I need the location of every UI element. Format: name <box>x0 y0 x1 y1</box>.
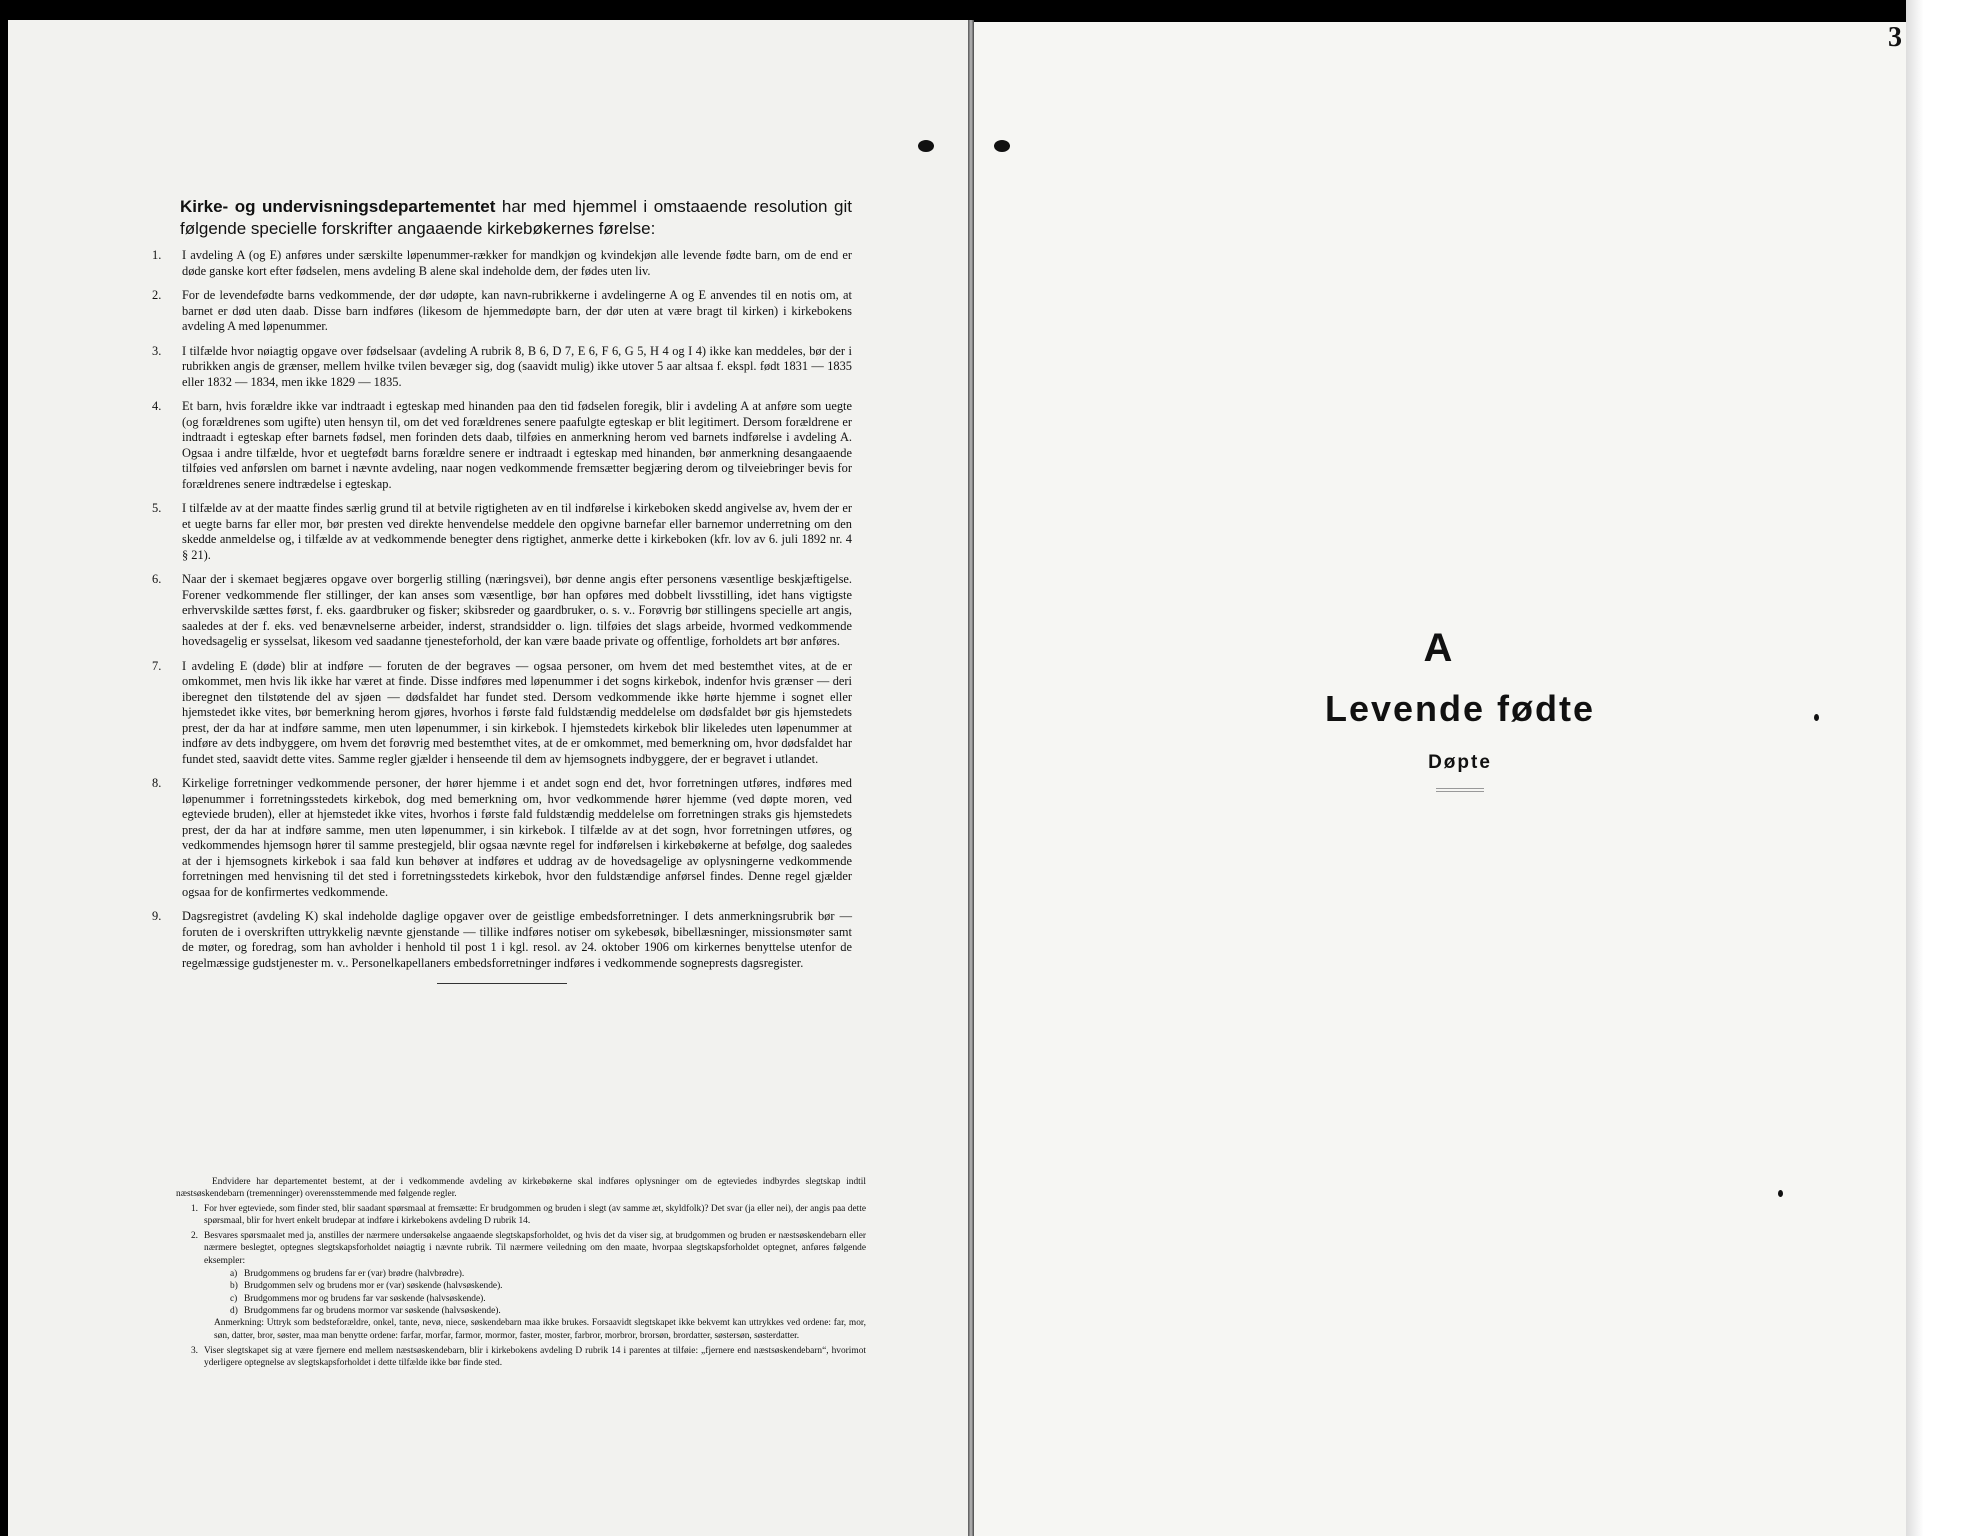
rule-item <box>152 776 852 900</box>
rule-item <box>152 344 852 391</box>
page-number: 3 <box>1888 22 1902 53</box>
kinship-intro: Endvidere har departementet bestemt, at der i vedkommende avdeling av kirkebøkerne skal indføres oplysninger om de egteviedes indbyrdes slegtskap indtil næstsøskendebarn (tremenninger) overensstemmende med følgende regler. <box>176 1177 866 1200</box>
notice-heading-rest: har med hjemmel i omstaaende resolution git følgende specielle forskrifter angaaende kirkebøkernes førelse: <box>180 197 852 238</box>
example-letter: d) <box>230 1305 238 1316</box>
rule-item <box>152 288 852 335</box>
rule-item <box>152 659 852 768</box>
example-text: Brudgommens og brudens far er (var) brødre (halvbrødre). <box>244 1269 465 1280</box>
rule-item <box>152 909 852 971</box>
rule-item <box>152 399 852 492</box>
rule-text: I tilfælde av at der maatte findes særlig grund til at betvile rigtigheten av en til indførelse i kirkeboken skedd angivelse av, hvem der er et uegte barns far eller mor, bør presten ved direkte henvendelse meddele den opgivne barnefar eller barnemor underretning om den skedde anmeldelse og, i tilfælde av at vedkommende benegter dens rigtighet, anmerke dette i kirkeboken (kfr. lov av 6. juli 1892 nr. 4 § 21). <box>182 501 852 562</box>
kinship-example <box>230 1293 866 1305</box>
kinship-rule-number: 1. <box>190 1203 198 1214</box>
example-text: Brudgommens far og brudens mormor var søskende (halvsøskende). <box>244 1305 501 1316</box>
rule-text: I avdeling A (og E) anføres under særskilte løpenummer-rækker for mandkjøn og kvindekjøn alle levende fødte barn, om de end er døde ganske kort efter fødselen, mens avdeling B alene skal indeholde dem, der fødes uten liv. <box>182 248 852 278</box>
rule-text: I tilfælde hvor nøiagtig opgave over fødselsaar (avdeling A rubrik 8, B 6, D 7, E 6, F 6, G 5, H 4 og I 4) ikke kan meddeles, bør der i rubrikken angis de grænser, mellem hvilke tvilen bevæger sig, dog (saavidt mulig) ikke utover 5 aar altsaa f. ekspl. født 1831 — 1835 eller 1832 — 1834, men ikke 1829 — 1835. <box>182 343 852 389</box>
rule-number: 5. <box>152 501 162 515</box>
kinship-example <box>230 1305 866 1317</box>
kinship-examples <box>230 1268 866 1317</box>
notice-heading-bold: Kirke- og undervisningsdepartementet <box>180 197 496 216</box>
rule-number: 3. <box>152 343 162 358</box>
rule-item <box>152 572 852 650</box>
kinship-regulations <box>176 1176 866 1372</box>
rule-item <box>152 248 852 279</box>
binding-hole-icon <box>994 140 1010 152</box>
rule-text: For de levendefødte barns vedkommende, der dør udøpte, kan navn-rubrikkerne i avdelingerne A og E anvendes til en notis om, at barnet er død uten daab. Disse barn indføres (likesom de hjemmedøpte barn, der dør uten at være bragt til kirken) i kirkebokens avdeling A med løpenummer. <box>182 288 852 333</box>
title-underline <box>1436 788 1484 792</box>
section-subtitle: Døpte <box>1428 752 1492 773</box>
kinship-rule-number: 3. <box>190 1345 198 1356</box>
section-letter: A <box>1423 626 1453 670</box>
rule-number: 7. <box>152 658 162 673</box>
regulations-notice <box>152 196 852 1006</box>
kinship-rule <box>176 1345 866 1370</box>
example-letter: b) <box>230 1281 238 1292</box>
rule-text: Et barn, hvis forældre ikke var indtraadt i egteskap med hinanden paa den tid fødselen foregik, blir i avdeling A at anføre som uegte (og forældrenes som ugifte) uten hensyn til, om det ved forældrenes senere paafulgte egteskap er blit legitimert. Dersom forældrene er indtraadt i egteskap efter barnets fødsel, men forinden dets daab, tilføies en anmerkning herom ved barnets indførelse i avdeling A. Ogsaa i andre tilfælde, hvor et uegtefødt barns forældre senere er indtraadt i egteskap med hinanden, bør anmerkning desangaaende tilføies ved anførslen om barnet i nævnte avdeling, naar nogen vedkommende fremsætter begjæring derom og tilveiebringer bevis for forældrenes senere indtrædelse i egteskap. <box>182 399 852 491</box>
example-letter: a) <box>230 1269 238 1280</box>
rule-text: Naar der i skemaet begjæres opgave over borgerlig stilling (næringsvei), bør denne angis efter personens væsentlige beskjæftigelse. Forener vedkommende fler stillinger, der kan anses som væsentlige, bør han opføres med dobbelt livsstilling, idet hans vigtigste erhvervskilde sættes først, f. eks. gaardbruker og fisker; skibsreder og gaardbruker, o. s. v.. Forøvrig bør stillingens specielle art angis, saaledes at der f. eks. ved benævnelserne arbeider, inderst, strandsidder o. lign. tilføies det slags arbeide, hvormed vedkommende hovedsagelig er sysselsat, likesom ved saadanne tjenesteforhold, der kan være baade private og offentlige, forholdets art bør anføres. <box>182 572 852 648</box>
kinship-rule <box>176 1230 866 1342</box>
rule-number: 6. <box>152 572 162 586</box>
kinship-example <box>230 1268 866 1280</box>
section-title: Levende fødte <box>1324 688 1596 729</box>
rule-number: 1. <box>152 248 162 262</box>
rule-number: 8. <box>152 776 162 790</box>
kinship-rule <box>176 1203 866 1228</box>
kinship-rule-number: 2. <box>190 1231 198 1242</box>
section-divider <box>437 983 567 984</box>
example-text: Brudgommens mor og brudens far var søskende (halvsøskende). <box>244 1293 486 1304</box>
rule-text: Kirkelige forretninger vedkommende personer, der hører hjemme i et andet sogn end det, hvor forretningen utføres, indføres med løpenummer i forretningsstedets kirkebok, dog med bemerkning om, hvor vedkommende hører hjemme (ved døpte moren, ved egteviede bruden), eller at hjemstedet ikke vites, hvorhos i første fald fuldstændig meddelelse om forretningen straks gis hjemstedets prest, der da har at indføre samme, men uten løpenummer, i sin kirkebok. I tilfælde av at det sogn, hvor forretningen utføres, og vedkommendes hjemsogn hører til samme prestegjeld, blir ogsaa nævnte regel for indførelsen i kirkebøkerne at befølge, dog saaledes at der i hjemsognets kirkebok i saa fald kun behøver at indføres et uddrag av de hovedsagelige av oplysningerne vedkommende forretningen med henvisning til det sted i forretningsstedets kirkebok, hvor den fuldstændige anførsel findes. Denne regel gjælder ogsaa for de konfirmertes vedkommende. <box>182 776 852 899</box>
section-title-block <box>1210 624 1710 792</box>
example-text: Brudgommen selv og brudens mor er (var) søskende (halvsøskende). <box>244 1281 503 1292</box>
kinship-rule-text: For hver egteviede, som finder sted, blir saadant spørsmaal at fremsætte: Er brudgommen og bruden i slegt (av samme æt, skyldfolk)? Det svar (ja eller nei), der angis paa dette spørsmaal, blir for hvert enkelt brudepar at indføre i kirkebokens avdeling D rubrik 14. <box>204 1203 866 1226</box>
ink-dot-icon <box>1814 714 1819 721</box>
kinship-example <box>230 1280 866 1292</box>
example-letter: c) <box>230 1293 238 1304</box>
page-edge <box>1906 0 1964 1536</box>
kinship-rule-text: Besvares spørsmaalet med ja, anstilles der nærmere undersøkelse angaaende slegtskapsforholdet, og hvis det da viser sig, at brudgommen og bruden er næstsøskendebarn eller nærmere beslegtet, optegnes slegtskapsforholdet nøiagtig i nævnte rubrik. Til nærmere veiledning om den maate, hvorpaa slegtskapsforholdet optegnet, anføres følgende eksempler: <box>204 1231 866 1266</box>
rule-number: 4. <box>152 399 162 413</box>
rule-item <box>152 501 852 563</box>
rule-text: Dagsregistret (avdeling K) skal indeholde daglige opgaver over de geistlige embedsforretninger. I dets anmerkningsrubrik bør — foruten de i overskriften uttrykkelig nævnte gjenstande — tillike indføres notiser om sykebesøk, bibellæsninger, missionsmøter samt de møter, og foredrag, som han avholder i henhold til post 1 i kgl. resol. av 24. oktober 1906 om kirkernes benyttelse utenfor de regelmæssige gudstjenester m. v.. Personelkapellaners embedsforretninger indføres i vedkommende sogneprests dagsregister. <box>182 909 852 970</box>
kinship-rule-text: Viser slegtskapet sig at være fjernere end mellem næstsøskendebarn, blir i kirkebokens avdeling D rubrik 14 i parentes at tilføie: „fjernere end næstsøskendebarn“, hvorimot yderligere optegnelse av slegtskapsforholdet i dette tilfælde ikke bør finde sted. <box>204 1345 866 1369</box>
ink-dot-icon <box>1778 1190 1783 1197</box>
notice-heading <box>180 196 852 240</box>
kinship-annotation: Anmerkning: Uttryk som bedsteforældre, onkel, tante, nevø, niece, søskendebarn maa ikke brukes. Forsaavidt slegtskapet ikke bekvemt kan uttrykkes ved ordene: far, mor, søn, datter, bror, søster, maa man benytte ordene: farfar, morfar, farmor, mormor, faster, moster, farbror, morbror, brorsøn, brordatter, søstersøn, søsterdatter. <box>214 1318 866 1341</box>
rule-number: 2. <box>152 288 162 302</box>
kinship-rule-body <box>204 1230 866 1342</box>
rule-text: I avdeling E (døde) blir at indføre — foruten de der begraves — ogsaa personer, om hvem det med bestemthet vites, at de er omkommet, men hvis lik ikke har været at finde. Disse indføres med løpenummer i det sogns kirkebok, indenfor hvis grænser — deri iberegnet den tilstøtende del av sjøen — dødsfaldet har fundet sted. Dersom vedkommende ikke hørte hjemme i sognet eller hjemstedet ikke vites, bør bemerkning herom gjøres, hvorhos i første fald fuldstændig meddelelse om dødsfaldet bør gis hjemstedets prest, der da har at indføre samme, men uten løpenummer, i sin kirkebok. I hjemstedets kirkebok blir likeledes uten løpenummer at indføre av dets indbyggere, om hvem det forøvrig med bestemthet vites, at de er omkommet, med bemerkning om, hvor dødsfaldet har fundet sted, saavidt dette vites. Samme regler gjælder i henseende til dem av hjemsognets indbyggere, der er begravet i utlandet. <box>182 658 852 766</box>
rule-number: 9. <box>152 909 162 923</box>
binding-hole-icon <box>918 140 934 152</box>
